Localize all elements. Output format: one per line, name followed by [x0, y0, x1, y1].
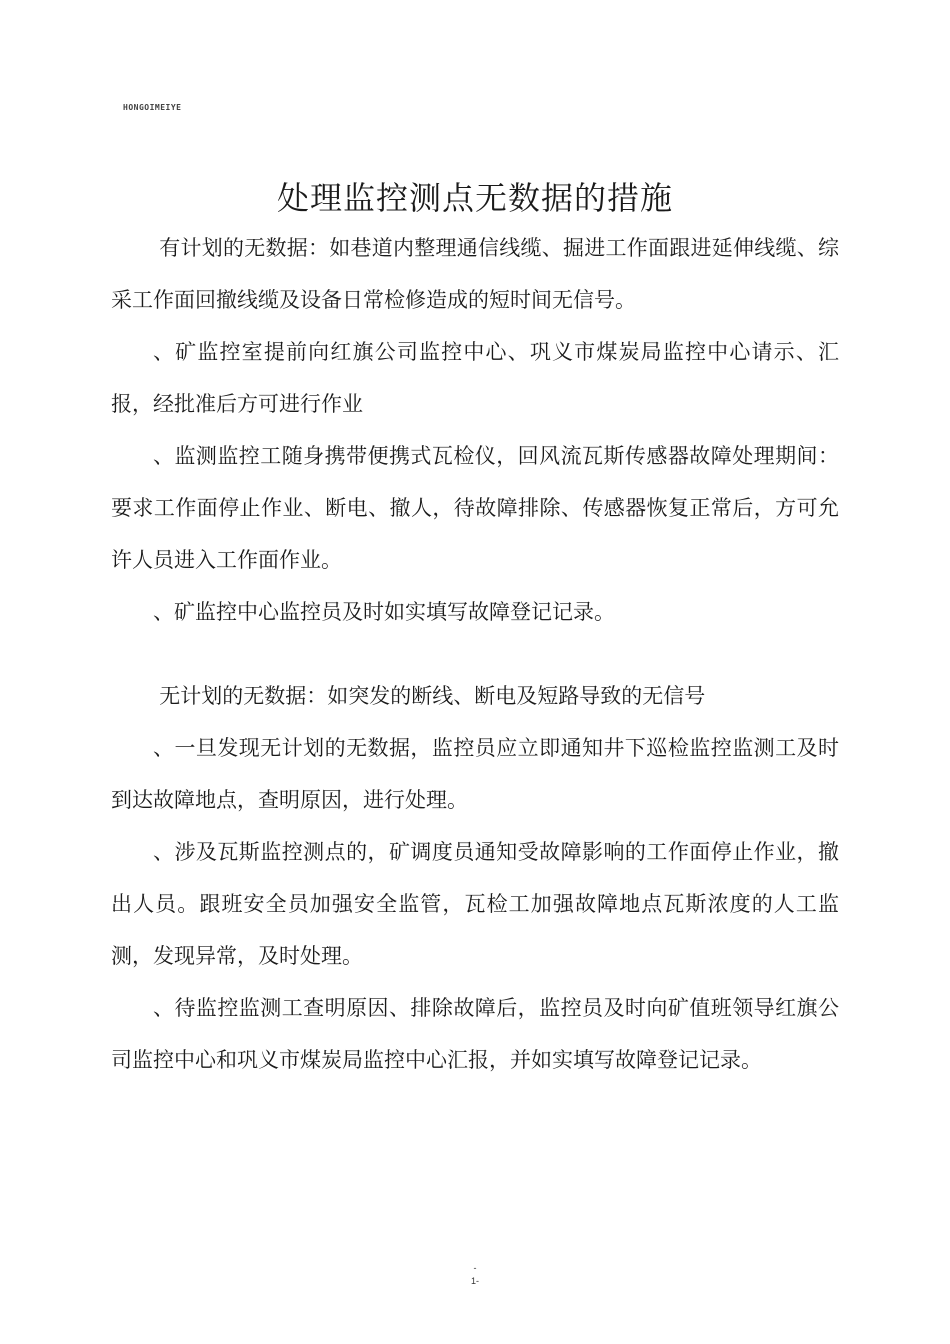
document-body [111, 222, 839, 1086]
paragraph: 无计划的无数据：如突发的断线、断电及短路导致的无信号 [159, 684, 706, 708]
paragraph: 有计划的无数据：如巷道内整理通信线缆、掘进工作面跟进延伸线缆、综采工作面回撤线缆及设备日常检修造成的短时间无信号。 [111, 236, 839, 312]
paragraph: 、一旦发现无计划的无数据，监控员应立即通知井下巡检监控监测工及时到达故障地点，查明原因，进行处理。 [111, 736, 839, 812]
header-mark: HONGOIMEIYE [123, 103, 182, 112]
page-title: 处理监控测点无数据的措施 [276, 179, 673, 218]
paragraph: 、矿监控中心监控员及时如实填写故障登记记录。 [153, 600, 615, 624]
paragraph: 、矿监控室提前向红旗公司监控中心、巩义市煤炭局监控中心请示、汇报，经批准后方可进行作业 [111, 340, 839, 416]
footer-dash: - [473, 1263, 477, 1273]
page-footer [0, 1262, 950, 1288]
section-unplanned [111, 670, 839, 1086]
page-number: 1- [470, 1276, 479, 1286]
paragraph: 、监测监控工随身携带便携式瓦检仪，回风流瓦斯传感器故障处理期间：要求工作面停止作业、断电、撤人，待故障排除、传感器恢复正常后，方可允许人员进入工作面作业。 [111, 444, 839, 572]
paragraph: 、待监控监测工查明原因、排除故障后，监控员及时向矿值班领导红旗公司监控中心和巩义市煤炭局监控中心汇报，并如实填写故障登记记录。 [111, 996, 839, 1072]
paragraph: 、涉及瓦斯监控测点的，矿调度员通知受故障影响的工作面停止作业，撤出人员。跟班安全员加强安全监管，瓦检工加强故障地点瓦斯浓度的人工监测，发现异常，及时处理。 [111, 840, 839, 968]
section-planned [111, 222, 839, 638]
